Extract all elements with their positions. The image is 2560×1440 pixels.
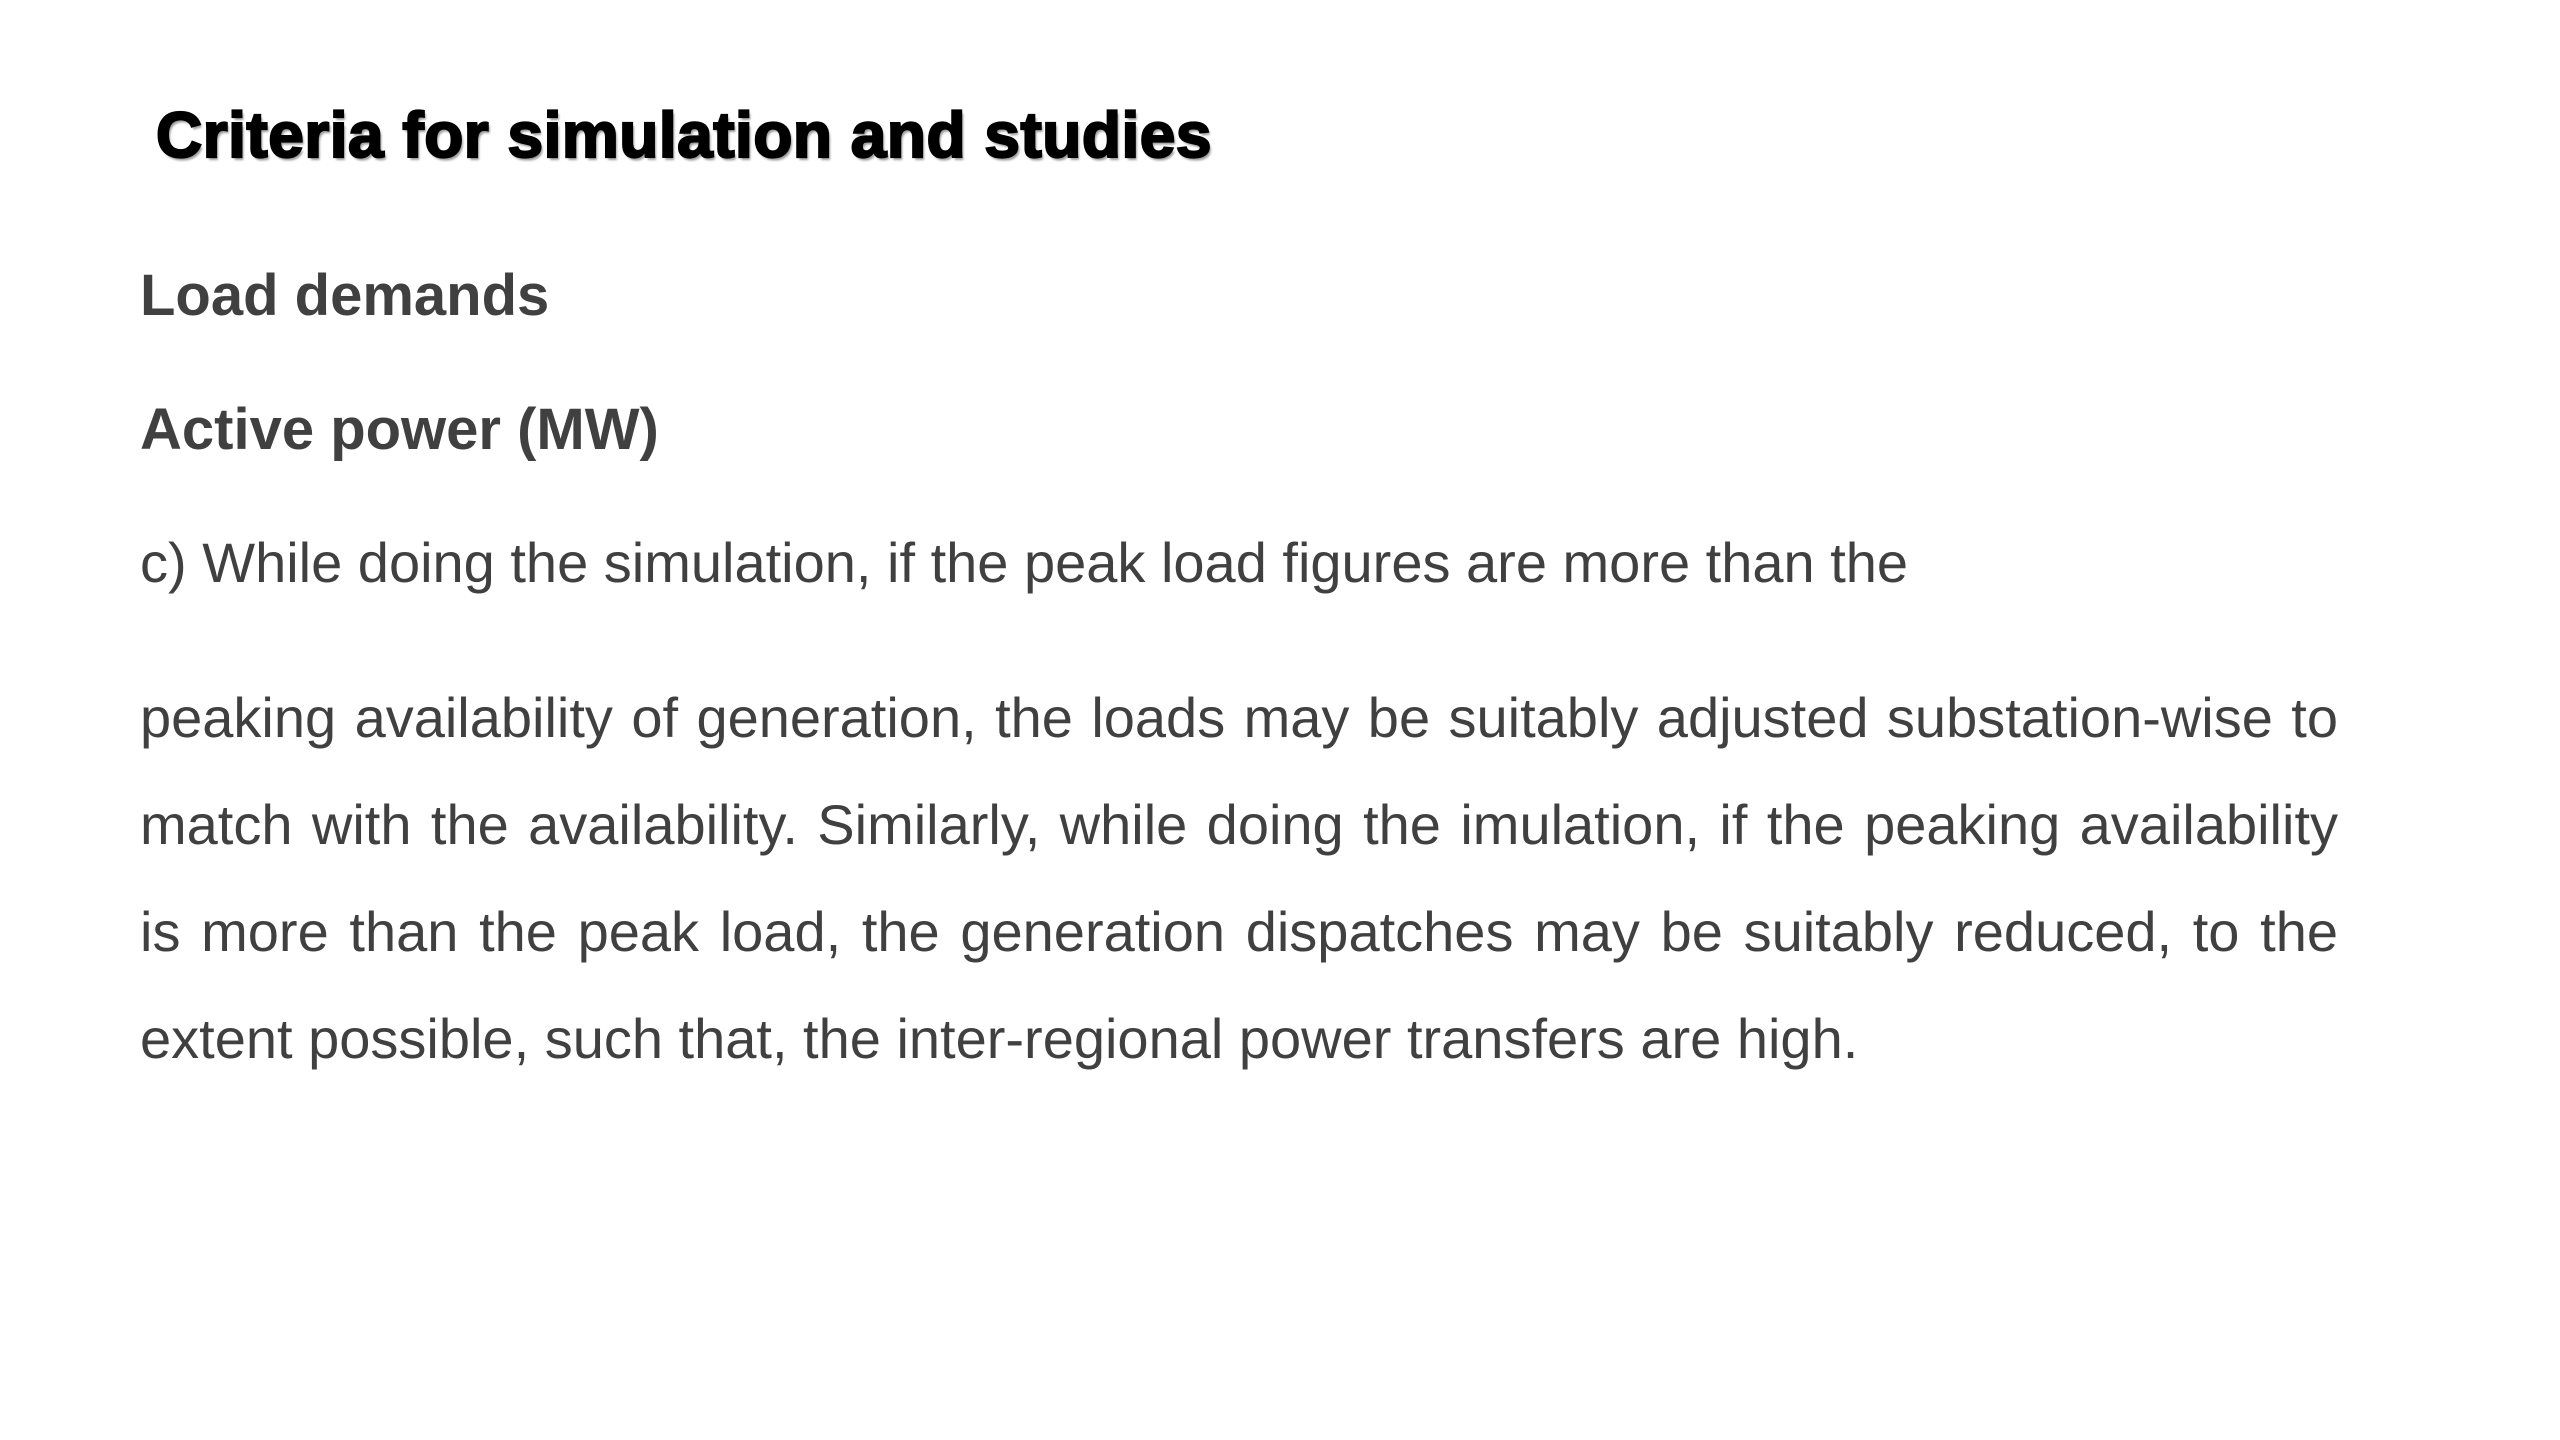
heading-load-demands: Load demands [140,263,550,328]
slide-title: Criteria for simulation and studies [156,99,1212,171]
item-c-intro: c) While doing the simulation, if the peak load figures are more than the [140,531,1909,594]
item-c-paragraph: peaking availability of generation, the loads may be suitably adjusted substation-wise to match with the availability. Similarly, while doing the imulation, if the peaking availability is more than the peak load, the generation dispatches may be suitably reduced, to the extent possible, such that, the inter-regional power transfers are high. [140,686,2338,1070]
heading-active-power: Active power (MW) [140,397,659,462]
